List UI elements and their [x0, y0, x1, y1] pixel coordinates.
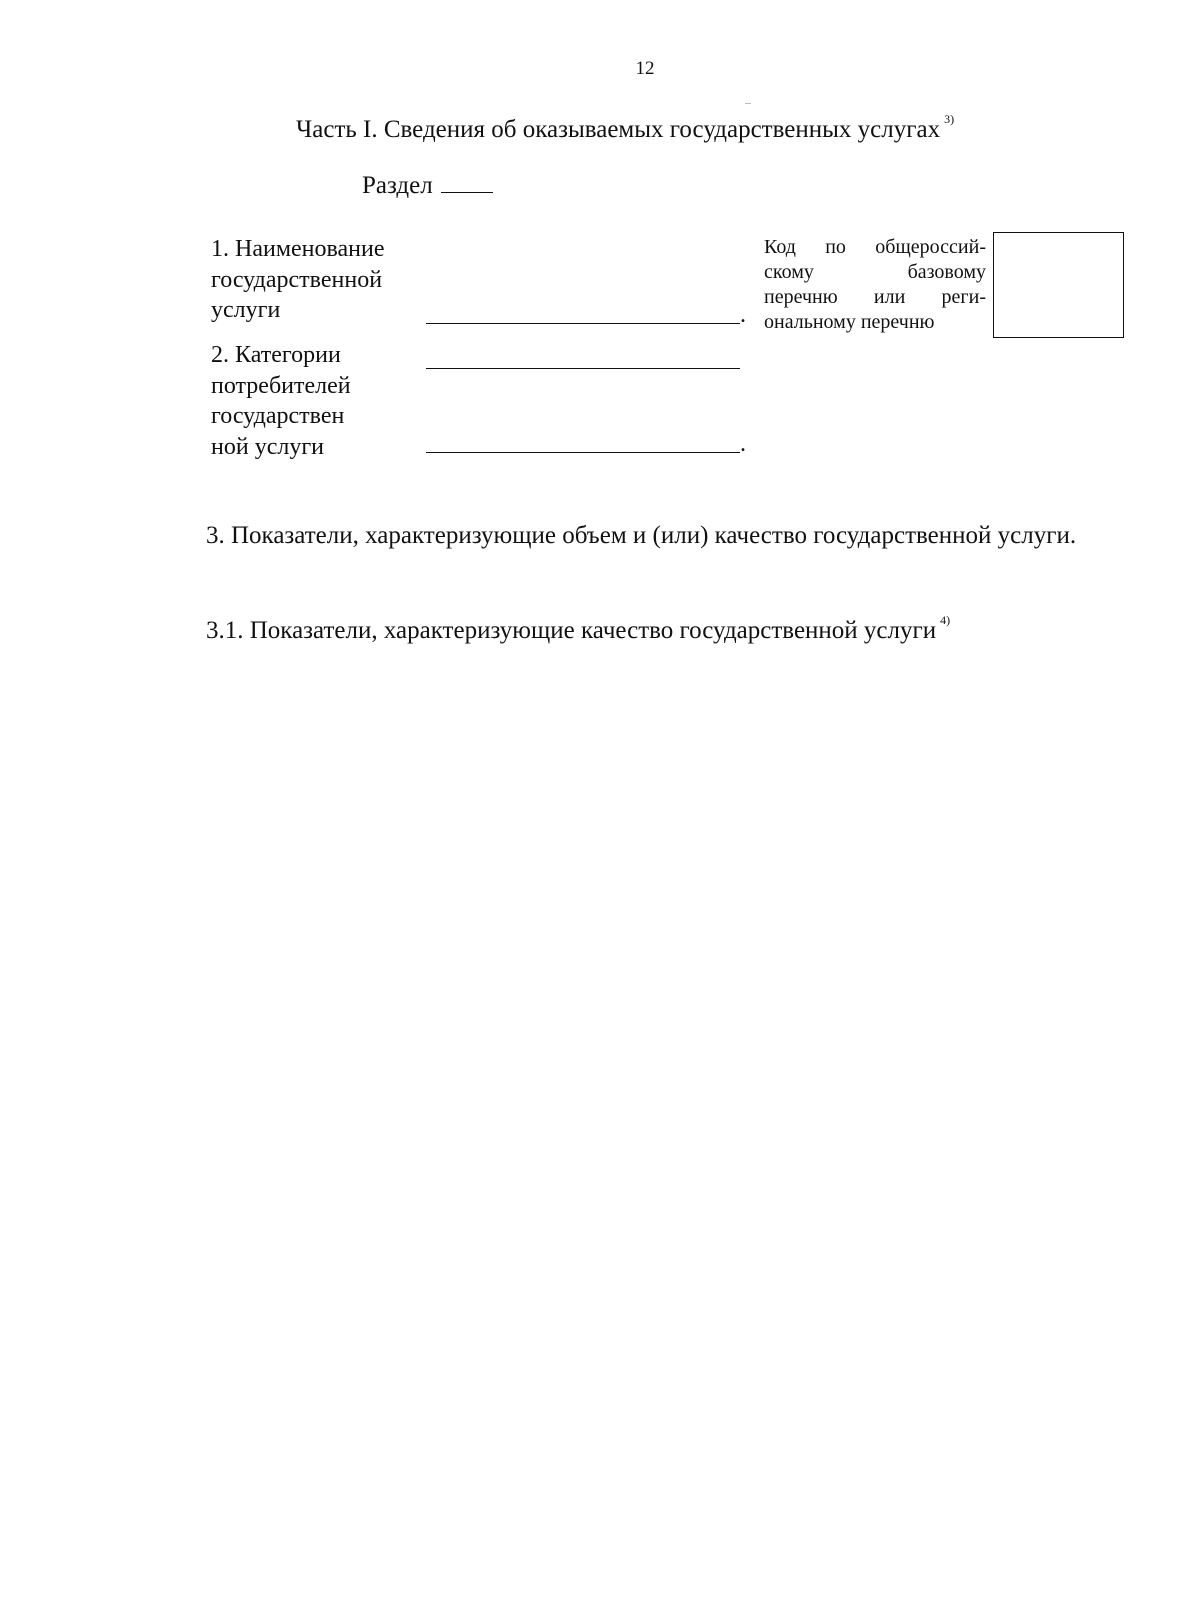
service-name-label-line: услуги — [211, 297, 281, 323]
registry-code-label-line: Код по общероссий- — [764, 236, 986, 258]
service-name-label — [211, 234, 421, 326]
scan-mark — [745, 103, 751, 104]
consumer-categories-label — [211, 340, 421, 462]
consumer-categories-label-line: 2. Категории — [211, 342, 341, 368]
part-title — [296, 112, 954, 144]
service-name-label-line: 1. Наименование — [211, 236, 385, 262]
quality-indicators-heading-text: 3.1. Показатели, характеризующие качество государственной услуги — [206, 617, 937, 644]
service-name-label-line: государственной — [211, 266, 383, 293]
consumer-categories-end-mark: . — [740, 431, 746, 457]
part-title-footnote: 3) — [944, 112, 955, 126]
consumer-categories-blank-2[interactable] — [426, 452, 740, 453]
registry-code-label-line: скому базовому — [764, 261, 986, 283]
indicators-heading: 3. Показатели, характеризующие объем и (или) качество государственной услуги. — [206, 522, 1077, 549]
consumer-categories-blank-1[interactable] — [426, 368, 740, 369]
section-number-blank[interactable] — [441, 172, 493, 193]
service-name-end-mark: . — [740, 302, 746, 328]
quality-indicators-heading — [206, 613, 950, 645]
section-label: Раздел — [362, 172, 433, 199]
registry-code-label — [764, 235, 986, 335]
service-name-blank[interactable] — [426, 323, 740, 324]
registry-code-label-line: ональному перечню — [764, 311, 935, 333]
registry-code-box[interactable] — [993, 232, 1124, 338]
consumer-categories-label-line: ной услуги — [211, 433, 325, 460]
section-heading — [362, 172, 493, 200]
page-number: 12 — [635, 58, 655, 79]
consumer-categories-label-line: потребителей — [211, 372, 351, 399]
registry-code-label-line: перечню или реги- — [764, 286, 986, 308]
part-title-text: Часть I. Сведения об оказываемых государственных услугах — [296, 116, 941, 143]
consumer-categories-label-line: государствен — [211, 403, 345, 429]
quality-indicators-footnote: 4) — [940, 613, 951, 627]
